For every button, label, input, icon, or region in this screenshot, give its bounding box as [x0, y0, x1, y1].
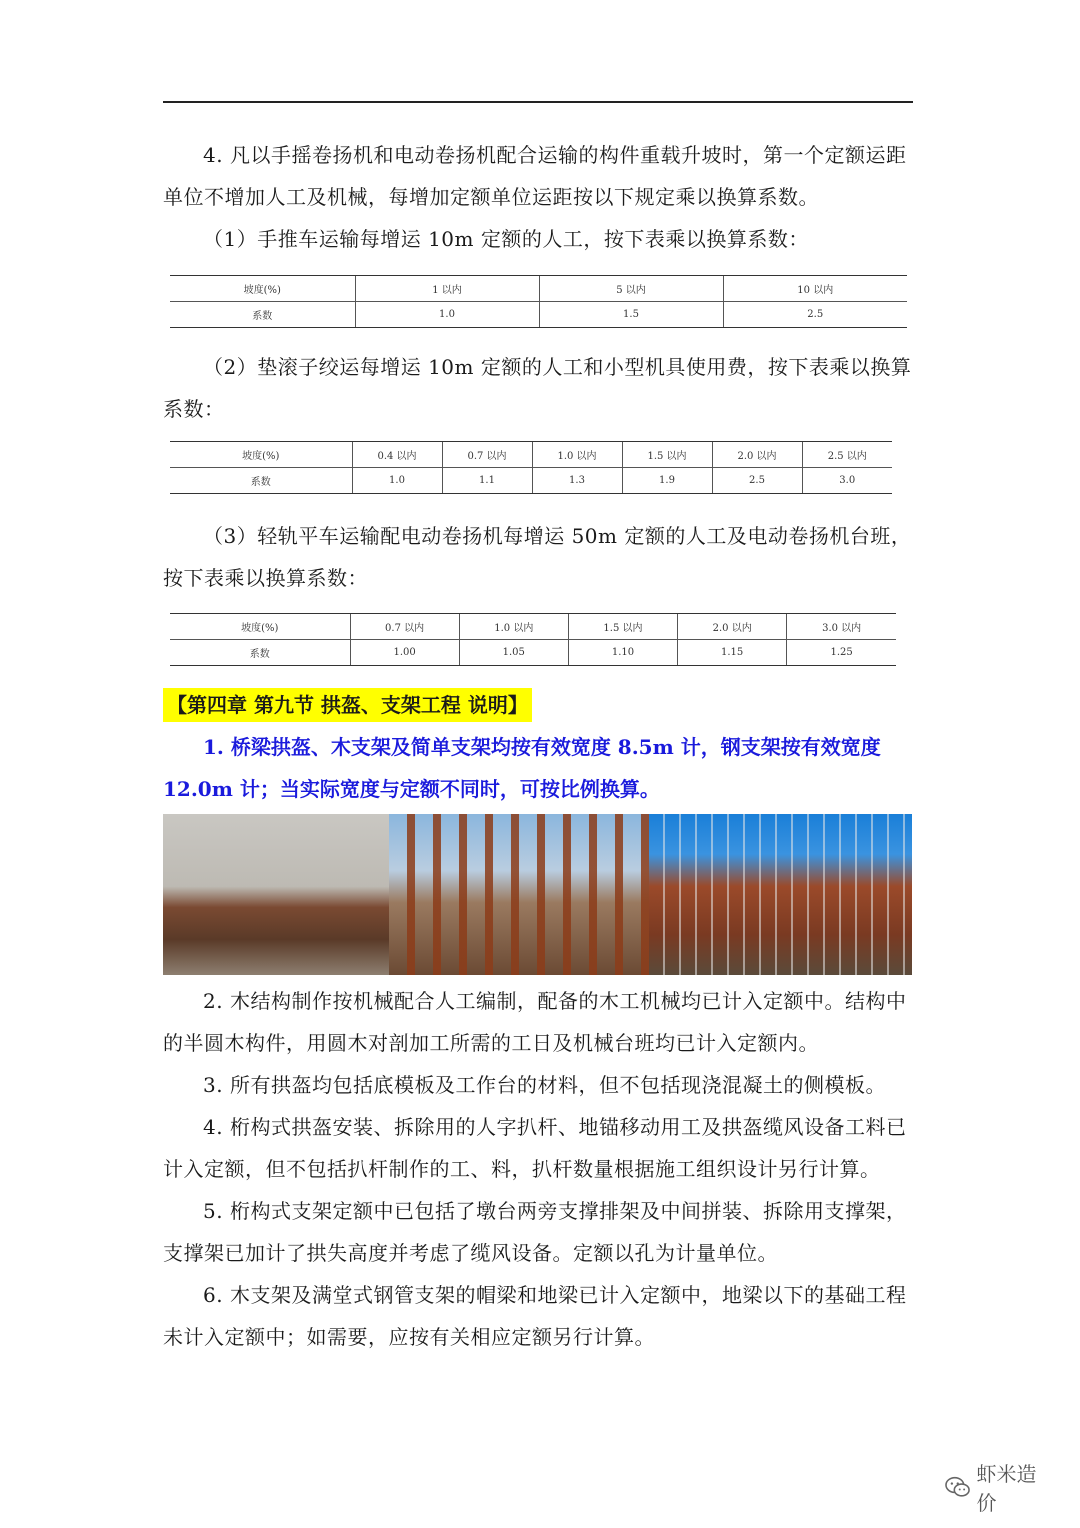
item-2: （2）垫滚子绞运每增运 10m 定额的人工和小型机具使用费，按下表乘以换算系数： — [163, 355, 912, 421]
factor-cell: 1.9 — [622, 468, 712, 494]
grade-cell: 2.5 以内 — [802, 442, 892, 468]
table-row — [170, 468, 892, 494]
grade-cell: 1.5 以内 — [622, 442, 712, 468]
table-row — [170, 276, 907, 302]
factor-cell: 1.25 — [787, 640, 896, 666]
grade-cell: 2.0 以内 — [678, 614, 787, 640]
paragraph-6: 6. 木支架及满堂式钢管支架的帽梁和地梁已计入定额中，地梁以下的基础工程未计入定额中；如需要，应按有关相应定额另行计算。 — [163, 1283, 907, 1349]
paragraph-5: 5. 桁构式支架定额中已包括了墩台两旁支撑排架及中间拼装、拆除用支撑架，支撑架已加计了拱失高度并考虑了缆风设备。定额以孔为计量单位。 — [163, 1199, 907, 1265]
grade-cell: 0.7 以内 — [350, 614, 459, 640]
bridge-arch-photo — [163, 814, 389, 975]
factor-cell: 2.5 — [723, 302, 907, 328]
factor-cell: 1.5 — [539, 302, 723, 328]
row-header: 系数 — [170, 468, 352, 494]
paragraph-4: 4. 凡以手摇卷扬机和电动卷扬机配合运输的构件重载升坡时，第一个定额运距单位不增加人工及机械，每增加定额单位运距按以下规定乘以换算系数。 — [163, 143, 907, 209]
grade-cell: 1 以内 — [355, 276, 539, 302]
table-2 — [170, 441, 892, 494]
grade-cell: 10 以内 — [723, 276, 907, 302]
item-3: （3）轻轨平车运输配电动卷扬机每增运 50m 定额的人工及电动卷扬机台班，按下表乘以换算系数： — [163, 524, 912, 590]
table-row — [170, 442, 892, 468]
factor-cell: 1.10 — [568, 640, 677, 666]
factor-cell: 1.0 — [355, 302, 539, 328]
table-1 — [170, 275, 907, 328]
section-title: 【第四章 第九节 拱盔、支架工程 说明】 — [163, 688, 532, 722]
bridge-photo-strip — [163, 814, 912, 975]
factor-cell: 3.0 — [802, 468, 892, 494]
row-header: 系数 — [170, 640, 350, 666]
row-header: 坡度(%) — [170, 276, 355, 302]
factor-cell: 1.3 — [532, 468, 622, 494]
steel-scaffold-photo — [649, 814, 912, 975]
top-rule — [163, 101, 913, 103]
row-header: 系数 — [170, 302, 355, 328]
row-header: 坡度(%) — [170, 442, 352, 468]
factor-cell: 1.00 — [350, 640, 459, 666]
timber-support-photo — [389, 814, 649, 975]
factor-cell: 1.1 — [442, 468, 532, 494]
grade-cell: 2.0 以内 — [712, 442, 802, 468]
wechat-icon — [945, 1476, 971, 1498]
grade-cell: 5 以内 — [539, 276, 723, 302]
table-row — [170, 614, 896, 640]
factor-cell: 1.05 — [459, 640, 568, 666]
paragraph-4b: 4. 桁构式拱盔安装、拆除用的人字扒杆、地锚移动用工及拱盔缆风设备工料已计入定额，但不包括扒杆制作的工、料，扒杆数量根据施工组织设计另行计算。 — [163, 1115, 907, 1181]
row-header: 坡度(%) — [170, 614, 350, 640]
factor-cell: 2.5 — [712, 468, 802, 494]
table-3 — [170, 613, 896, 666]
grade-cell: 1.5 以内 — [568, 614, 677, 640]
highlighted-paragraph-1: 1. 桥梁拱盔、木支架及简单支架均按有效宽度 8.5m 计，钢支架按有效宽度 12.0m 计；当实际宽度与定额不同时，可按比例换算。 — [163, 735, 881, 801]
grade-cell: 1.0 以内 — [459, 614, 568, 640]
factor-cell: 1.15 — [678, 640, 787, 666]
grade-cell: 0.7 以内 — [442, 442, 532, 468]
watermark-text: 虾米造价 — [976, 1462, 1037, 1515]
paragraph-2: 2. 木结构制作按机械配合人工编制，配备的木工机械均已计入定额中。结构中的半圆木构件，用圆木对剖加工所需的工日及机械台班均已计入定额内。 — [163, 989, 907, 1055]
grade-cell: 0.4 以内 — [352, 442, 442, 468]
table-row — [170, 640, 896, 666]
item-1: （1）手推车运输每增运 10m 定额的人工，按下表乘以换算系数： — [203, 227, 809, 251]
factor-cell: 1.0 — [352, 468, 442, 494]
paragraph-3: 3. 所有拱盔均包括底模板及工作台的材料，但不包括现浇混凝土的侧模板。 — [203, 1073, 886, 1097]
grade-cell: 3.0 以内 — [787, 614, 896, 640]
table-row — [170, 302, 907, 328]
watermark — [945, 1462, 1055, 1515]
grade-cell: 1.0 以内 — [532, 442, 622, 468]
